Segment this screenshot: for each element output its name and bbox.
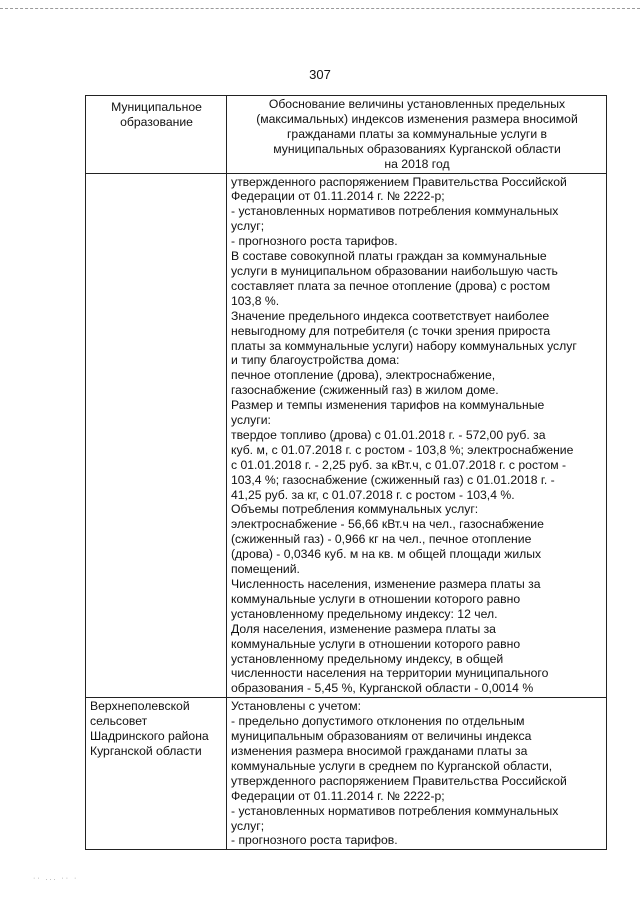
text-line: Размер и темпы изменения тарифов на коммунальные bbox=[231, 398, 545, 413]
text-line: утвержденного распоряжением Правительства Российской bbox=[231, 174, 567, 189]
text-line: Федерации от 01.11.2014 г. № 2222-р; bbox=[231, 788, 445, 803]
text-line: - прогнозного роста тарифов. bbox=[231, 833, 398, 848]
text-line: невыгодному для потребителя (с точки зрения прироста bbox=[231, 323, 551, 338]
text-line: составляет плата за печное отопление (дрова) с ростом bbox=[231, 278, 551, 293]
text-line: численности населения на территории муниципального bbox=[231, 666, 549, 681]
municipality-name-line: Верхнеполевской bbox=[90, 699, 190, 714]
header-justification-line: Обоснование величины установленных предельных bbox=[268, 97, 566, 111]
text-line: - прогнозного роста тарифов. bbox=[231, 234, 398, 249]
header-justification-line: на 2018 год bbox=[384, 156, 450, 171]
header-justification-line: муниципальных образованиях Курганской области bbox=[273, 141, 561, 156]
text-line: услуг; bbox=[231, 818, 265, 833]
text-line: (дрова) - 0,0346 куб. м на кв. м общей площади жилых bbox=[231, 547, 542, 562]
text-line: твердое топливо (дрова) с 01.01.2018 г. - 572,00 руб. за bbox=[231, 427, 546, 442]
text-line: Численность населения, изменение размера платы за bbox=[231, 577, 541, 591]
text-line: платы за коммунальные услуги) набору коммунальных услуг bbox=[231, 338, 577, 353]
header-municipality bbox=[86, 96, 227, 174]
table-header-row bbox=[86, 96, 607, 174]
municipality-name-line: сельсовет bbox=[90, 714, 148, 729]
table-row bbox=[86, 173, 607, 698]
text-line: куб. м, с 01.07.2018 г. с ростом - 103,8 %; электроснабжение bbox=[231, 442, 574, 457]
text-line: коммунальные услуги в среднем по Курганской области, bbox=[231, 758, 553, 773]
municipality-name-line: Шадринского района bbox=[90, 729, 209, 744]
row-1-justification-cell bbox=[227, 173, 607, 698]
text-line: помещений. bbox=[231, 562, 300, 577]
header-justification-line: гражданами платы за коммунальные услуги в bbox=[286, 126, 548, 141]
text-line: и типу благоустройства дома: bbox=[231, 353, 400, 368]
text-line: услуги в муниципальном образовании наибольшую часть bbox=[231, 263, 558, 278]
header-justification bbox=[227, 96, 607, 174]
text-line: установленному предельному индексу: 12 чел. bbox=[231, 606, 498, 621]
text-line: муниципальным образованиям от величины индекса bbox=[231, 729, 532, 744]
municipality-name-line: Курганской области bbox=[90, 743, 202, 758]
table-row bbox=[86, 698, 607, 850]
text-line: образования - 5,45 %, Курганской области - 0,0014 % bbox=[231, 681, 534, 696]
header-municipality-line: Муниципальное bbox=[111, 100, 202, 114]
header-municipality-line: образование bbox=[120, 114, 193, 129]
text-line: изменения размера вносимой гражданами платы за bbox=[231, 743, 528, 758]
text-line: - установленных нормативов потребления коммунальных bbox=[231, 204, 559, 219]
text-line: - установленных нормативов потребления коммунальных bbox=[231, 803, 559, 818]
text-line: коммунальные услуги в отношении которого равно bbox=[231, 636, 521, 651]
text-line: Объемы потребления коммунальных услуг: bbox=[231, 502, 479, 517]
text-line: 103,4 %; газоснабжение (сжиженный газ) с 01.01.2018 г. - bbox=[231, 472, 555, 487]
text-line: Значение предельного индекса соответствует наиболее bbox=[231, 308, 550, 323]
text-line: - предельно допустимого отклонения по отдельным bbox=[231, 714, 525, 729]
text-line: Установлены с учетом: bbox=[231, 699, 361, 714]
text-line: 41,25 руб. за кг, с 01.07.2018 г. с ростом - 103,4 %. bbox=[231, 487, 515, 502]
text-line: В составе совокупной платы граждан за коммунальные bbox=[231, 249, 547, 264]
scan-top-edge bbox=[0, 8, 640, 9]
text-line: установленному предельному индексу, в общей bbox=[231, 651, 504, 666]
text-line: с 01.01.2018 г. - 2,25 руб. за кВт.ч, с 01.07.2018 г. с ростом - bbox=[231, 457, 567, 472]
text-line: (сжиженный газ) - 0,966 кг на чел., печное отопление bbox=[231, 532, 532, 547]
text-line: услуги: bbox=[231, 413, 271, 428]
text-line: услуг; bbox=[231, 219, 265, 234]
text-line: коммунальные услуги в отношении которого равно bbox=[231, 591, 521, 606]
text-line: Федерации от 01.11.2014 г. № 2222-р; bbox=[231, 189, 445, 204]
row-1-municipality-cell bbox=[86, 173, 227, 698]
justification-table bbox=[85, 95, 607, 850]
text-line: электроснабжение - 56,66 кВт.ч на чел., газоснабжение bbox=[231, 517, 544, 532]
scan-artifact: ·· ... ·· · bbox=[33, 875, 79, 882]
text-line: Доля населения, изменение размера платы за bbox=[231, 621, 496, 636]
text-line: печное отопление (дрова), электроснабжение, bbox=[231, 368, 496, 383]
text-line: 103,8 %. bbox=[231, 293, 280, 308]
row-2-municipality-cell bbox=[86, 698, 227, 850]
header-justification-line: (максимальных) индексов изменения размера вносимой bbox=[256, 111, 578, 126]
text-line: газоснабжение (сжиженный газ) в жилом доме. bbox=[231, 383, 499, 398]
page-number: 307 bbox=[309, 67, 331, 82]
text-line: утвержденного распоряжением Правительства Российской bbox=[231, 773, 567, 788]
row-2-justification-cell bbox=[227, 698, 607, 850]
